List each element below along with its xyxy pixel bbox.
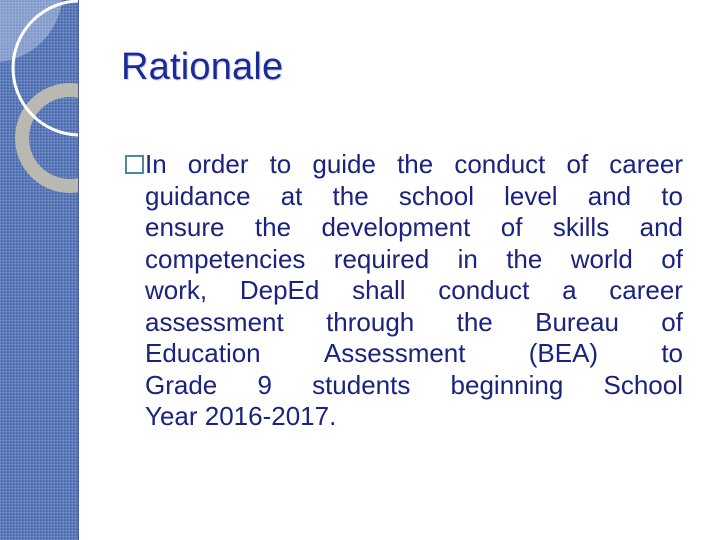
bullet-paragraph — [145, 149, 683, 433]
paragraph-line: In order to guide the conduct of career — [145, 149, 683, 179]
paragraph-line: Education Assessment (BEA) to — [145, 338, 683, 368]
paragraph-line: Year 2016-2017. — [145, 401, 337, 431]
hollow-square-bullet-icon — [125, 155, 144, 174]
paragraph-line: assessment through the Bureau of — [145, 306, 683, 337]
paragraph-line: competencies required in the world of — [145, 243, 683, 274]
slide-title: Rationale — [121, 46, 284, 88]
paragraph-line: work, DepEd shall conduct a career — [145, 275, 683, 305]
paragraph-line: guidance at the school level and to — [145, 180, 683, 211]
paragraph-line: Grade 9 students beginning School — [145, 369, 683, 400]
circles-decoration-icon — [0, 0, 78, 540]
decorative-side-band — [0, 0, 79, 540]
paragraph-line: ensure the development of skills and — [145, 212, 683, 242]
